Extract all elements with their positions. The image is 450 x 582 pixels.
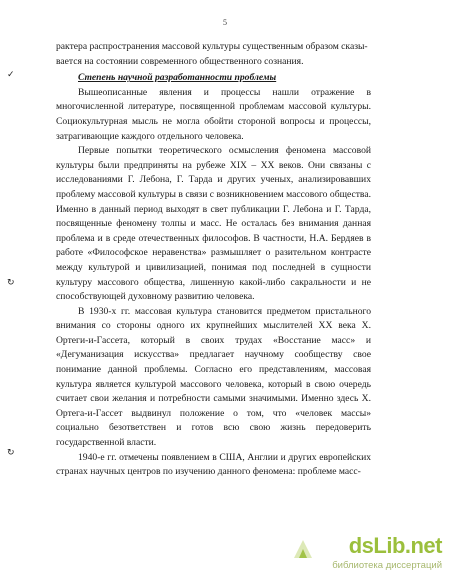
watermark-subtitle: библиотека диссертаций: [332, 560, 442, 571]
watermark-logo: dsLib.net: [348, 533, 442, 558]
page-number: 5: [223, 18, 227, 27]
intro-line: рактера распространения массовой культуры существенным образом сказы-: [56, 41, 368, 52]
section-heading: Степень научной разработанности проблемы: [78, 72, 277, 84]
margin-mark-icon: ↻: [7, 448, 15, 458]
dslib-logo-icon: [290, 536, 316, 562]
paragraph: 1940-е гг. отмечены появлением в США, Англии и других европейских странах научных центров по изучению данного феномена: проблеме масс-: [56, 451, 371, 478]
paragraph: Первые попытки теоретического осмысления феномена массовой культуры были предприняты на рубеже XIX – XX веков. Они связаны с исследованиями Г. Лебона, Г. Тарда и других ученых, анализировавших проблему массовой культуры в связи с возникновением массового общества. Именно в данный период выходят в свет публикации Г. Лебона и Г. Тарда, посвященные феномену толпы и масс. Не осталась без внимания данная проблема и в среде отечественных философов. В частности, Н.А. Бердяев в работе «Философское неравенства» размышляет о разительном контрасте между культурой и цивилизацией, понимая под последней в сущности культуру массового общества, лишенную какой-либо сакральности и не способствующей духовному развитию человека.: [56, 145, 371, 303]
margin-check-icon: ✓: [7, 70, 15, 80]
body-text: [56, 40, 371, 480]
paragraph: Вышеописанные явления и процессы нашли отражение в многочисленной литературе, посвященной проблемам массовой культуры. Социокультурная мысль не могла обойти стороной вопросы и процессы, затрагивающие каждого отдельного человека.: [56, 86, 371, 142]
intro-line: вается на состоянии современного общественного сознания.: [56, 55, 304, 67]
margin-mark-icon: ↻: [7, 278, 15, 288]
paragraph: В 1930-х гг. массовая культура становится предметом пристального внимания со стороны одного их крупнейших мыслителей XX века Х. Ортеги-и-Гассета, который в своих трудах «Восстание масс» и «Дегуманизация искусства» предлагает научному сообществу свое понимание данной проблемы. Согласно его представлениям, массовая культура является культурой массового человека, который в свою очередь считает свои желания и потребности самыми значимыми. Именно здесь Х. Ортега-и-Гассет выдвинул положение о том, что «человек массы» социально безответствен и готов всю свою жизнь передоверить государственной власти.: [56, 305, 371, 449]
dslib-watermark: [312, 534, 442, 574]
